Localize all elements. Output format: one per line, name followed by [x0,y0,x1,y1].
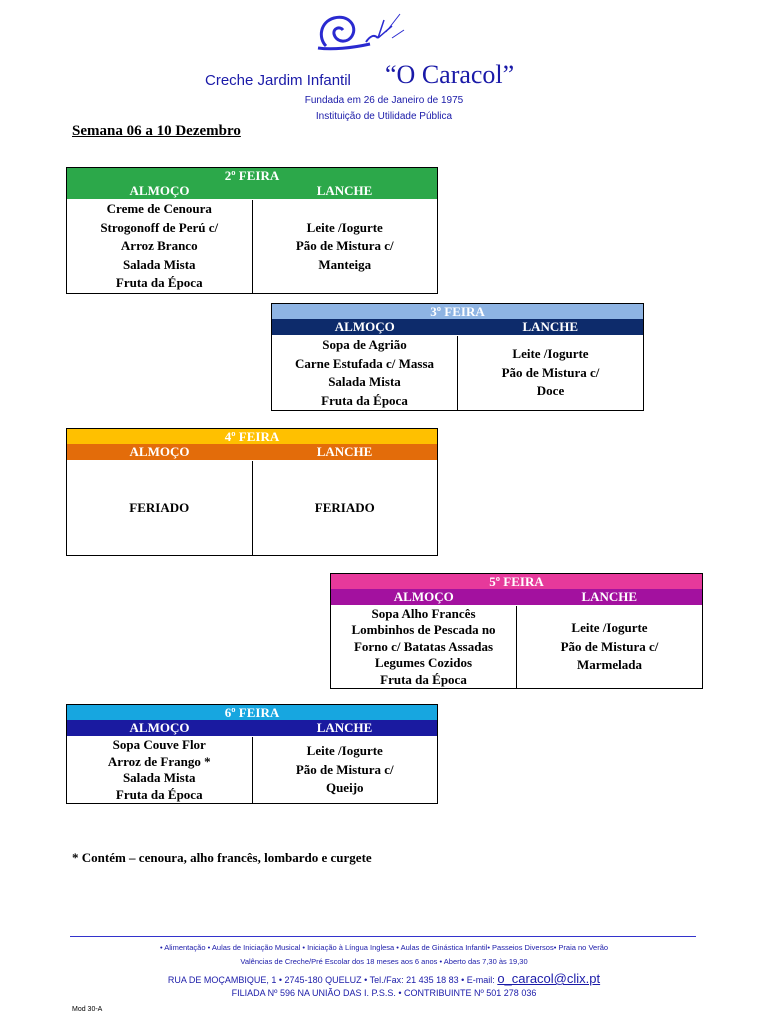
menu-line: Fruta da Época [115,275,203,291]
menu-line: Leite /Iogurte [306,743,383,759]
menu-line: Carne Estufada c/ Massa [294,355,435,371]
week-title: Semana 06 a 10 Dezembro [72,123,241,139]
lanche-header: LANCHE [316,444,373,459]
menu-day-6 [66,704,438,804]
allergen-note: * Contém – cenoura, alho francês, lombardo e curgete [72,850,372,865]
form-reference: Mod 30-A [72,1006,103,1013]
menu-day-4 [66,428,438,556]
almoco-cell [67,461,253,555]
org-quote: “O Caracol” [385,60,515,89]
almoco-cell [67,737,253,803]
menu-line: Sopa de Agrião [322,337,407,352]
lanche-cell [517,606,702,688]
footer-hours: Valências de Creche/Pré Escolar dos 18 meses aos 6 anos • Aberto das 7,30 às 19,30 [240,957,528,966]
snail-logo-icon [312,8,412,56]
footer-activities: • Alimentação • Aulas de Iniciação Musical • Iniciação à Língua Inglesa • Aulas de Ginástica Infantil• Passeios Diversos• Praia no Verão [159,943,609,952]
menu-line: Forno c/ Batatas Assadas [353,638,494,654]
menu-line: Arroz Branco [120,238,198,254]
lanche-header: LANCHE [316,183,373,198]
footer-address: RUA DE MOÇAMBIQUE, 1 • 2745-180 QUELUZ • Tel./Fax: 21 435 18 83 • E-mail: [167,975,495,985]
almoco-cell [67,200,253,293]
menu-line: Sopa Alho Francês [371,605,476,621]
day-header: 2º FEIRA [67,168,437,183]
almoco-header: ALMOÇO [393,589,454,604]
menu-line: Fruta da Época [115,786,203,802]
menu-line: Queijo [325,780,364,796]
lanche-cell [253,737,438,803]
menu-line: Legumes Cozidos [374,655,473,671]
menu-line: Doce [536,383,565,399]
column-headers [67,183,437,199]
day-header: 5º FEIRA [331,574,702,589]
lanche-cell [253,461,438,555]
day-header: 3º FEIRA [272,304,643,319]
menu-line: FERIADO [314,499,375,515]
footer-affiliation: FILIADA Nº 596 NA UNIÃO DAS I. P.S.S. • CONTRIBUINTE Nº 501 278 036 [231,988,537,998]
menu-line: Marmelada [577,657,642,673]
menu-line: Leite /Iogurte [512,346,589,362]
almoco-cell [272,336,458,410]
menu-line: Salada Mista [328,374,401,389]
org-name: Creche Jardim Infantil [205,72,351,89]
founded-date: Fundada em 26 de Janeiro de 1975 [304,95,464,106]
day-header: 4º FEIRA [67,429,437,444]
menu-line: Arroz de Frango * [107,753,211,769]
footer-contacts [0,971,768,986]
menu-line: Pão de Mistura c/ [560,638,659,654]
column-headers [272,319,643,335]
lanche-header: LANCHE [316,720,373,735]
almoco-header: ALMOÇO [129,720,190,735]
menu-line: Creme de Cenoura [106,201,212,217]
almoco-cell [331,606,517,688]
menu-line: Leite /Iogurte [571,620,648,636]
menu-line: Salada Mista [122,770,196,785]
menu-line: Sopa Couve Flor [112,737,206,752]
almoco-header: ALMOÇO [129,444,190,459]
menu-line: Pão de Mistura c/ [295,761,394,777]
menu-line: FERIADO [129,499,190,515]
menu-line: Pão de Mistura c/ [501,364,600,380]
menu-line: Pão de Mistura c/ [295,238,394,254]
lanche-header: LANCHE [522,319,579,334]
menu-day-5 [330,573,703,689]
column-headers [331,589,702,605]
column-headers [67,720,437,736]
email-link[interactable]: o_caracol@clix.pt [497,971,601,986]
day-header: 6º FEIRA [67,705,437,720]
footer-divider [70,936,696,937]
lanche-cell [253,200,438,293]
menu-line: Fruta da Época [321,392,408,408]
menu-line: Manteiga [318,256,372,272]
menu-line: Leite /Iogurte [306,219,383,235]
menu-day-2 [66,167,438,294]
menu-line: Fruta da Época [380,671,467,687]
almoco-header: ALMOÇO [129,183,190,198]
institution-status: Instituição de Utilidade Pública [315,111,453,122]
almoco-header: ALMOÇO [334,319,395,334]
lanche-header: LANCHE [581,589,638,604]
menu-day-3 [271,303,644,411]
column-headers [67,444,437,460]
menu-line: Lombinhos de Pescada no [351,622,496,638]
lanche-cell [458,336,643,410]
menu-line: Salada Mista [122,256,196,272]
menu-line: Strogonoff de Perú c/ [100,219,219,235]
